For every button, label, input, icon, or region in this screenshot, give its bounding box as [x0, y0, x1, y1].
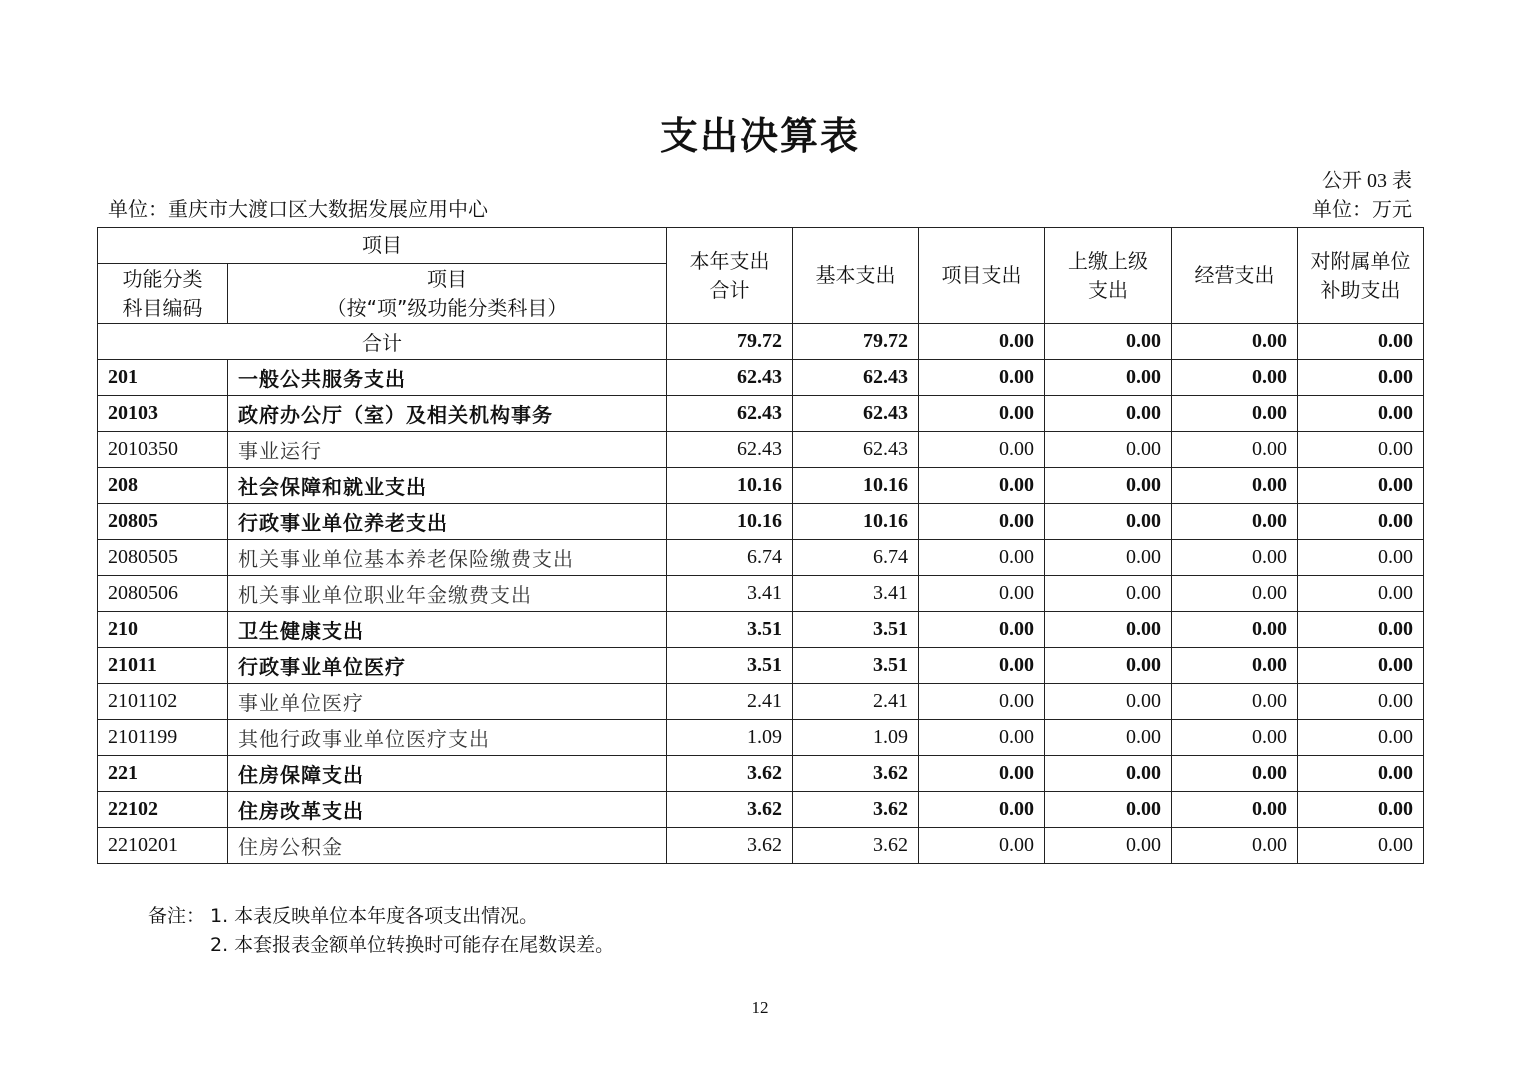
row-value-cell: 3.62 [793, 756, 919, 792]
table-row [98, 432, 1424, 468]
row-value-cell: 0.00 [1045, 648, 1172, 684]
total-row [98, 324, 1424, 360]
row-value-cell: 0.00 [919, 756, 1045, 792]
row-name: 卫生健康支出 [228, 612, 667, 648]
row-value-cell: 0.00 [1045, 468, 1172, 504]
row-code: 210 [98, 612, 228, 648]
row-value-cell: 0.00 [1172, 360, 1298, 396]
row-value-cell: 10.16 [793, 504, 919, 540]
row-value-cell: 3.41 [793, 576, 919, 612]
row-value-cell: 3.62 [667, 756, 793, 792]
table-row [98, 468, 1424, 504]
row-value-cell: 0.00 [1298, 540, 1424, 576]
row-code: 221 [98, 756, 228, 792]
row-value-cell: 0.00 [1045, 720, 1172, 756]
row-value-cell: 1.09 [667, 720, 793, 756]
expenditure-table [97, 227, 1424, 864]
row-code: 22102 [98, 792, 228, 828]
header-col-total-line1: 本年支出 [689, 248, 770, 273]
row-value-cell: 0.00 [1172, 756, 1298, 792]
table-row [98, 360, 1424, 396]
row-value-cell: 10.16 [667, 504, 793, 540]
table-row [98, 792, 1424, 828]
row-value-cell: 0.00 [1045, 576, 1172, 612]
table-row [98, 576, 1424, 612]
notes-label: 备注： [148, 905, 206, 927]
total-value-cell: 0.00 [1172, 324, 1298, 360]
row-value-cell: 62.43 [667, 432, 793, 468]
row-code: 2080505 [98, 540, 228, 576]
total-value-cell: 79.72 [667, 324, 793, 360]
row-value-cell: 6.74 [793, 540, 919, 576]
row-name: 住房公积金 [228, 828, 667, 864]
table-row [98, 756, 1424, 792]
row-value-cell: 0.00 [1172, 540, 1298, 576]
notes [148, 902, 614, 960]
currency-unit: 单位：万元 [1312, 199, 1412, 221]
row-value-cell: 2.41 [793, 684, 919, 720]
row-value-cell: 0.00 [1172, 504, 1298, 540]
row-value-cell: 0.00 [919, 648, 1045, 684]
row-value-cell: 3.62 [793, 828, 919, 864]
row-value-cell: 2.41 [667, 684, 793, 720]
row-value-cell: 0.00 [919, 828, 1045, 864]
row-value-cell: 0.00 [919, 720, 1045, 756]
row-code: 2101102 [98, 684, 228, 720]
row-code: 20805 [98, 504, 228, 540]
table-header [98, 228, 1424, 324]
row-value-cell: 0.00 [1298, 792, 1424, 828]
row-value-cell: 10.16 [793, 468, 919, 504]
row-value-cell: 0.00 [1045, 756, 1172, 792]
row-value-cell: 62.43 [793, 432, 919, 468]
row-value-cell: 0.00 [1045, 792, 1172, 828]
row-value-cell: 0.00 [1298, 576, 1424, 612]
header-code-col [98, 264, 228, 324]
row-name: 事业单位医疗 [228, 684, 667, 720]
table-row [98, 612, 1424, 648]
row-value-cell: 0.00 [1172, 576, 1298, 612]
row-code: 21011 [98, 648, 228, 684]
row-value-cell: 0.00 [1045, 828, 1172, 864]
row-name: 政府办公厅（室）及相关机构事务 [228, 396, 667, 432]
row-name: 机关事业单位基本养老保险缴费支出 [228, 540, 667, 576]
page-title: 支出决算表 [659, 114, 860, 158]
table-row [98, 720, 1424, 756]
row-value-cell: 0.00 [1298, 360, 1424, 396]
row-name: 行政事业单位医疗 [228, 648, 667, 684]
row-value-cell: 0.00 [919, 792, 1045, 828]
row-value-cell: 3.62 [667, 828, 793, 864]
header-code-line1: 功能分类 [122, 266, 203, 291]
row-value-cell: 0.00 [1298, 504, 1424, 540]
row-code: 2101199 [98, 720, 228, 756]
header-item-group: 项目 [98, 228, 667, 264]
row-value-cell: 0.00 [1298, 648, 1424, 684]
header-col-subsidy-line1: 对附属单位 [1310, 248, 1411, 273]
header-col-project: 项目支出 [919, 228, 1045, 324]
row-value-cell: 1.09 [793, 720, 919, 756]
row-value-cell: 3.41 [667, 576, 793, 612]
row-value-cell: 0.00 [1298, 756, 1424, 792]
row-value-cell: 0.00 [1045, 612, 1172, 648]
table-body [98, 324, 1424, 864]
table-row [98, 540, 1424, 576]
reporting-unit: 单位：重庆市大渡口区大数据发展应用中心 [108, 199, 488, 221]
row-name: 机关事业单位职业年金缴费支出 [228, 576, 667, 612]
table-row [98, 648, 1424, 684]
row-value-cell: 0.00 [919, 504, 1045, 540]
row-value-cell: 0.00 [1172, 792, 1298, 828]
header-code-line2: 科目编码 [122, 295, 203, 320]
row-value-cell: 3.62 [793, 792, 919, 828]
row-value-cell: 62.43 [667, 360, 793, 396]
row-value-cell: 0.00 [1298, 828, 1424, 864]
row-value-cell: 0.00 [1172, 396, 1298, 432]
form-number: 公开 03 表 [1322, 170, 1412, 192]
total-value-cell: 79.72 [793, 324, 919, 360]
notes-line-1: 1. 本表反映单位本年度各项支出情况。 [210, 905, 539, 927]
total-label: 合计 [98, 324, 667, 360]
row-name: 一般公共服务支出 [228, 360, 667, 396]
row-name: 其他行政事业单位医疗支出 [228, 720, 667, 756]
total-value-cell: 0.00 [1298, 324, 1424, 360]
row-value-cell: 0.00 [1172, 612, 1298, 648]
row-value-cell: 0.00 [1172, 432, 1298, 468]
header-name-line1: 项目 [427, 266, 467, 291]
row-value-cell: 62.43 [793, 360, 919, 396]
row-value-cell: 0.00 [1172, 648, 1298, 684]
row-value-cell: 0.00 [1172, 468, 1298, 504]
notes-line-2: 2. 本套报表金额单位转换时可能存在尾数误差。 [210, 934, 615, 956]
header-col-subsidy [1298, 228, 1424, 324]
header-col-upper [1045, 228, 1172, 324]
row-value-cell: 0.00 [1298, 720, 1424, 756]
total-value-cell: 0.00 [1045, 324, 1172, 360]
row-value-cell: 10.16 [667, 468, 793, 504]
table-row [98, 684, 1424, 720]
row-value-cell: 0.00 [1298, 432, 1424, 468]
header-name-col [228, 264, 667, 324]
header-col-total [667, 228, 793, 324]
row-name: 行政事业单位养老支出 [228, 504, 667, 540]
row-value-cell: 3.51 [793, 648, 919, 684]
row-value-cell: 0.00 [919, 432, 1045, 468]
header-col-upper-line2: 支出 [1088, 277, 1128, 302]
row-code: 201 [98, 360, 228, 396]
row-code: 2080506 [98, 576, 228, 612]
row-code: 208 [98, 468, 228, 504]
row-value-cell: 3.62 [667, 792, 793, 828]
row-value-cell: 0.00 [919, 360, 1045, 396]
row-value-cell: 0.00 [1172, 720, 1298, 756]
row-value-cell: 0.00 [1045, 396, 1172, 432]
row-value-cell: 0.00 [919, 468, 1045, 504]
row-value-cell: 3.51 [667, 612, 793, 648]
row-value-cell: 0.00 [1172, 828, 1298, 864]
row-value-cell: 0.00 [1045, 504, 1172, 540]
row-name: 社会保障和就业支出 [228, 468, 667, 504]
row-value-cell: 0.00 [919, 612, 1045, 648]
row-value-cell: 0.00 [919, 396, 1045, 432]
header-col-upper-line1: 上缴上级 [1068, 248, 1148, 273]
row-code: 20103 [98, 396, 228, 432]
row-value-cell: 0.00 [1298, 468, 1424, 504]
row-value-cell: 0.00 [1045, 540, 1172, 576]
row-value-cell: 0.00 [1298, 612, 1424, 648]
row-code: 2210201 [98, 828, 228, 864]
row-value-cell: 0.00 [919, 540, 1045, 576]
row-value-cell: 3.51 [793, 612, 919, 648]
row-name: 住房改革支出 [228, 792, 667, 828]
row-value-cell: 0.00 [919, 684, 1045, 720]
row-value-cell: 0.00 [1298, 396, 1424, 432]
header-col-subsidy-line2: 补助支出 [1320, 277, 1401, 302]
row-code: 2010350 [98, 432, 228, 468]
row-value-cell: 0.00 [919, 576, 1045, 612]
total-value-cell: 0.00 [919, 324, 1045, 360]
row-value-cell: 0.00 [1045, 432, 1172, 468]
page-number: 12 [751, 998, 769, 1017]
row-value-cell: 0.00 [1298, 684, 1424, 720]
row-value-cell: 0.00 [1045, 360, 1172, 396]
row-value-cell: 62.43 [667, 396, 793, 432]
table-row [98, 396, 1424, 432]
row-value-cell: 3.51 [667, 648, 793, 684]
header-col-operate: 经营支出 [1172, 228, 1298, 324]
row-value-cell: 0.00 [1172, 684, 1298, 720]
header-col-basic: 基本支出 [793, 228, 919, 324]
row-name: 事业运行 [228, 432, 667, 468]
table-row [98, 828, 1424, 864]
table-row [98, 504, 1424, 540]
header-name-line2: （按“项”级功能分类科目） [326, 295, 568, 320]
row-value-cell: 62.43 [793, 396, 919, 432]
row-name: 住房保障支出 [228, 756, 667, 792]
row-value-cell: 6.74 [667, 540, 793, 576]
row-value-cell: 0.00 [1045, 684, 1172, 720]
header-col-total-line2: 合计 [709, 277, 750, 302]
